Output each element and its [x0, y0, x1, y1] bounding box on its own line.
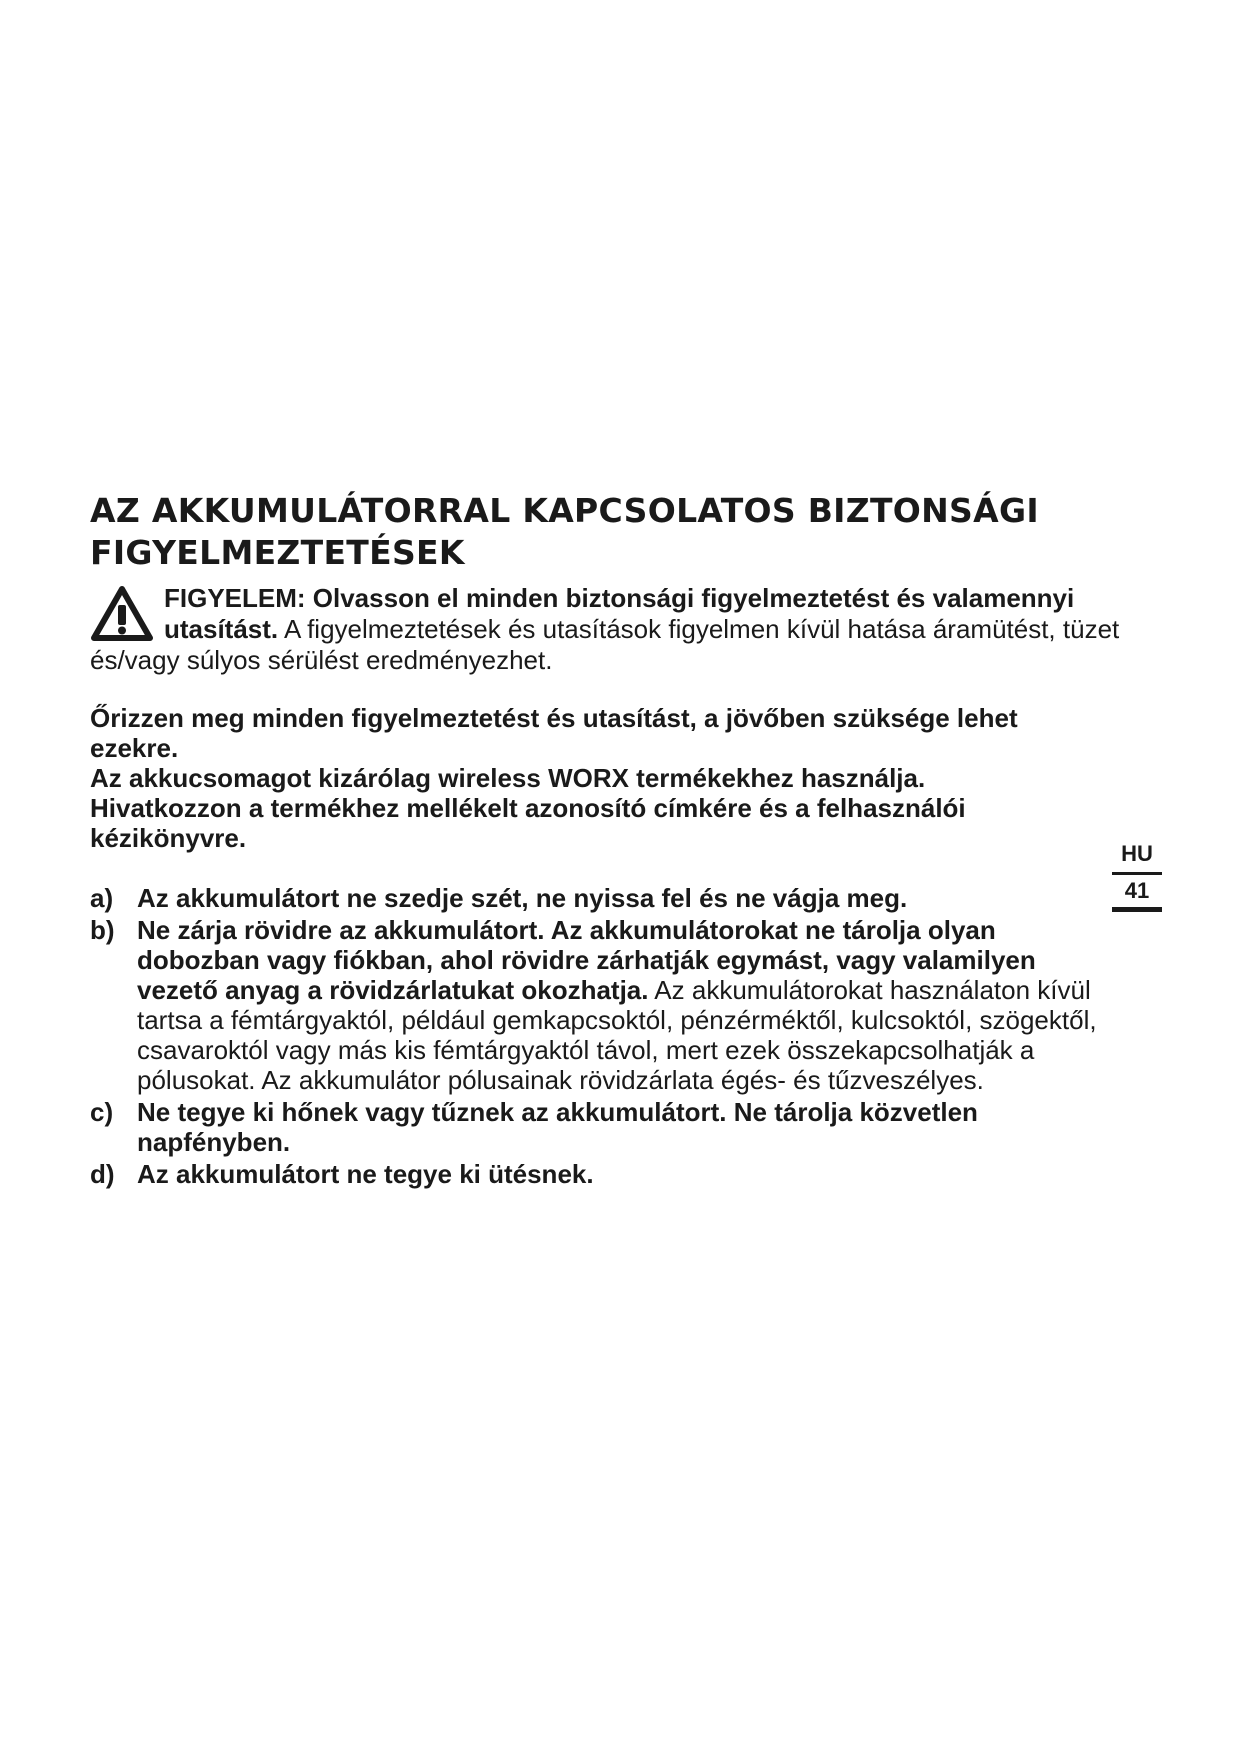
list-marker: d): [90, 1159, 115, 1189]
list-item-bold: Ne tegye ki hőnek vagy tűznek az akkumulátort. Ne tárolja közvetlen napfényben.: [137, 1097, 978, 1157]
list-item: [90, 1097, 1120, 1157]
page-title: AZ AKKUMULÁTORRAL KAPCSOLATOS BIZTONSÁGI FIGYELMEZTETÉSEK: [90, 491, 1039, 572]
language-page-tab: [1112, 840, 1162, 912]
warning-text: A figyelmeztetések és utasítások figyelmen kívül hatása áramütést, tüzet és/vagy súlyos sérülést eredményezhet.: [90, 614, 1120, 675]
tab-underline: [1112, 907, 1162, 912]
list-item-bold: Az akkumulátort ne szedje szét, ne nyissa fel és ne vágja meg.: [137, 883, 908, 913]
list-item: [90, 1159, 1120, 1189]
warning-triangle-icon: [90, 585, 154, 643]
intro-worx-only: Az akkucsomagot kizárólag wireless WORX termékekhez használja.: [90, 763, 926, 793]
list-item-bold: Ne zárja rövidre az akkumulátort. Az akkumulátorokat ne tárolja olyan dobozban vagy fiókban, ahol rövidre zárhatják egymást, vagy valamilyen vezető anyag a rövidzárlatukat okozhatja.: [137, 915, 1036, 1005]
tab-divider: [1112, 872, 1162, 875]
page-number: 41: [1124, 878, 1150, 903]
list-marker: b): [90, 915, 115, 945]
list-item-bold: Az akkumulátort ne tegye ki ütésnek.: [137, 1159, 594, 1189]
list-marker: a): [90, 883, 114, 913]
safety-list: [90, 883, 1120, 1191]
warning-bold-text: FIGYELEM: Olvasson el minden biztonsági figyelmeztetést és valamennyi utasítást.: [164, 583, 1075, 644]
intro-refer-label: Hivatkozzon a termékhez mellékelt azonosító címkére és a felhasználói kézikönyvre.: [90, 793, 966, 853]
intro-section: [90, 703, 1110, 853]
list-item: [90, 915, 1120, 1095]
intro-keep-instructions: Őrizzen meg minden figyelmeztetést és utasítást, a jövőben szüksége lehet ezekre.: [90, 703, 1018, 763]
list-item-text: Az akkumulátorokat használaton kívül tartsa a fémtárgyaktól, például gemkapcsoktól, pénzérméktől, kulcsoktól, szögektől, csavaroktól vagy más kis fémtárgyaktól távol, mert ezek összekapcsolhatják a pólusokat. Az akkumulátor pólusainak rövidzárlata égés- és tűzveszélyes.: [137, 975, 1097, 1095]
list-marker: c): [90, 1097, 114, 1127]
language-code: HU: [1121, 841, 1153, 866]
list-item: [90, 883, 1120, 913]
warning-block: [90, 583, 1120, 676]
